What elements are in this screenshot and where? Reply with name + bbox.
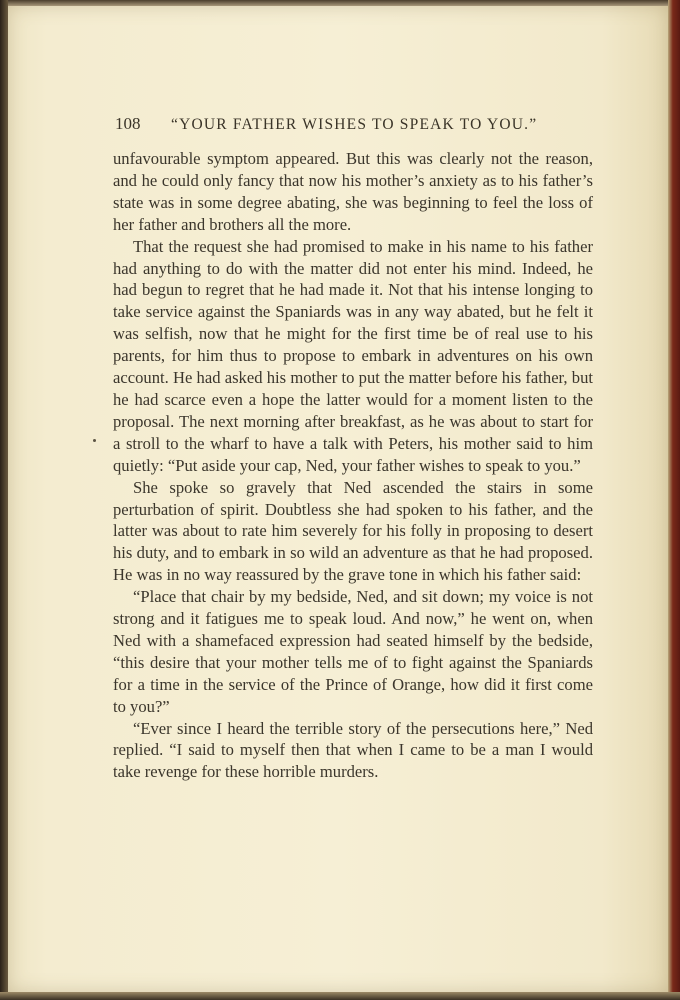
paragraph: She spoke so gravely that Ned ascended the stairs in some perturbation of spirit. Doubtless she had spoken to his father, and the latter was about to rate him severely for his folly in proposing to desert his duty, and to embark in so wild an adventure as that he had proposed. He was in no way reassured by the grave tone in which his father said:	[113, 477, 593, 585]
page-right-edge	[668, 0, 680, 1000]
paragraph: That the request she had promised to make in his name to his father had anything to do with the matter did not enter his mind. Indeed, he had begun to regret that he had made it. Not that his intense longing to take service against the Spaniards was in any way abated, but he felt it was selfish, now that he might for the first time be of real use to his parents, for him thus to propose to embark in adventures on his own account. He had asked his mother to put the matter before his father, but he had scarce even a hope the latter would for a moment listen to the proposal. The next morning after breakfast, as he was about to start for a stroll to the wharf to have a talk with Peters, his mother said to him quietly: “Put aside your cap, Ned, your father wishes to speak to you.”	[113, 236, 593, 475]
paragraph: unfavourable symptom appeared. But this was clearly not the reason, and he could only fancy that now his mother’s anxiety as to his father’s state was in some degree abating, she was beginning to feel the loss of her father and brothers all the more.	[113, 149, 593, 234]
margin-mark	[93, 439, 96, 442]
paragraph: “Ever since I heard the terrible story of the persecutions here,” Ned replied. “I said to myself then that when I came to be a man I would take revenge for these horrible murders.	[113, 718, 593, 782]
page-number: 108	[115, 114, 141, 133]
book-spine	[0, 0, 8, 1000]
running-header	[115, 114, 593, 134]
paragraph: “Place that chair by my bedside, Ned, and sit down; my voice is not strong and it fatigues me to speak loud. And now,” he went on, when Ned with a shamefaced expression had seated himself by the bedside, “this desire that your mother tells me of to fight against the Spaniards for a time in the service of the Prince of Orange, how did it first come to you?”	[113, 587, 593, 716]
body-text	[113, 148, 593, 783]
page-bottom-edge	[0, 992, 680, 1000]
running-title: “YOUR FATHER WISHES TO SPEAK TO YOU.”	[170, 116, 538, 133]
